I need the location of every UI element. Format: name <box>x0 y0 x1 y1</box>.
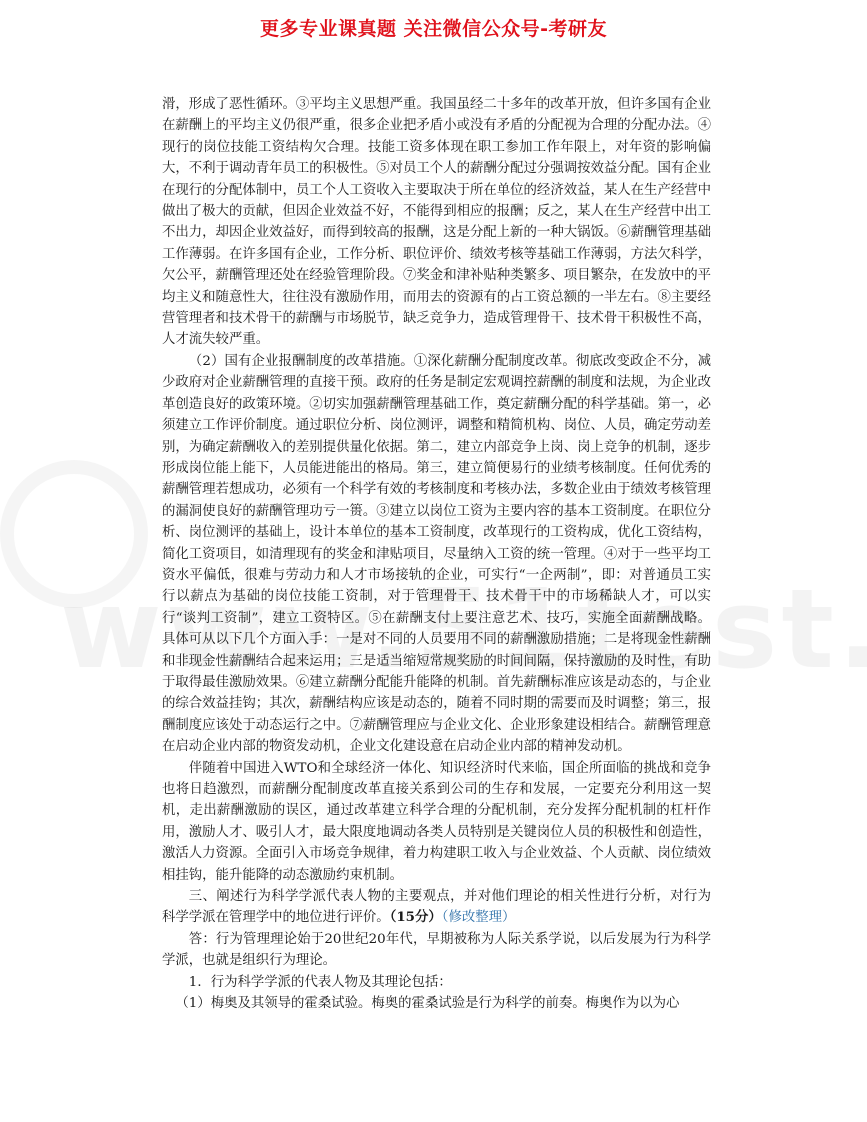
question-three <box>162 886 711 929</box>
revision-note-link[interactable]: （修改整理） <box>441 910 516 926</box>
question-text: 三、阐述行为科学学派代表人物的主要观点，并对他们理论的相关性进行分析，对行为科学学派在管理学中的地位进行评价。 <box>162 889 711 926</box>
answer-intro: 答：行为管理理论始于20世纪20年代，早期被称为人际关系学说，以后发展为行为科学学派，也就是组织行为理论。 <box>162 931 711 969</box>
watermark-logo <box>0 460 148 608</box>
question-score: （15分） <box>389 909 442 926</box>
paragraph-wto: 伴随着中国进入WTO和全球经济一体化、知识经济时代来临，国企所面临的挑战和竞争也将日趋激烈，而薪酬分配制度改革直接关系到公司的生存和发展，一定要充分利用这一契机，走出薪酬激励的误区，通过改革建立科学合理的分配机制，充分发挥分配机制的杠杆作用，激励人才、吸引人才，最大限度地调动各类人员特别是关键岗位人员的积极性和创造性，激活人力资源。全面引入市场竞争规律，着力构建职工收入与企业效益、个人贡献、岗位绩效相挂钩，能升能降的动态激励约束机制。 <box>162 760 712 883</box>
paragraph-reform-measures: （2）国有企业报酬制度的改革措施。①深化薪酬分配制度改革。彻底改变政企不分，减少政府对企业薪酬管理的直接干预。政府的任务是制定宏观调控薪酬的制度和法规，为企业改革创造良好的政策环境。②切实加强薪酬管理基础工作，奠定薪酬分配的科学基础。第一，必须建立工作评价制度。通过职位分析、岗位测评，调整和精简机构、岗位、人员，确定劳动差别，为确定薪酬收入的差别提供量化依据。第二，建立内部竞争上岗、岗上竞争的机制，逐步形成岗位能上能下，人员能进能出的格局。第三，建立简便易行的业绩考核制度。任何优秀的薪酬管理若想成功，必须有一个科学有效的考核制度和考核办法，多数企业由于绩效考核管理的漏洞使良好的薪酬管理功亏一篑。③建立以岗位工资为主要内容的基本工资制度。在职位分析、岗位测评的基础上，设计本单位的基本工资制度，改革现行的工资构成，优化工资结构，简化工资项目，如清理现有的奖金和津贴项目，尽量纳入工资的统一管理。④对于一些平均工资水平偏低，很难与劳动力和人才市场接轨的企业，可实行“一企两制”，即：对普通员工实行以薪点为基础的岗位技能工资制，对于管理骨干、技术骨干中的市场稀缺人才，可以实行“谈判工资制”，建立工资特区。⑤在薪酬支付上要注意艺术、技巧，实施全面薪酬战略。具体可从以下几个方面入手：一是对不同的人员要用不同的薪酬激励措施；二是将现金性薪酬和非现金性薪酬结合起来运用；三是适当缩短常规奖励的时间间隔，保持激励的及时性，有助于取得最佳激励效果。⑥建立薪酬分配能升能降的机制。首先薪酬标准应该是动态的，与企业的综合效益挂钩；其次，薪酬结构应该是动态的，随着不同时期的需要而及时调整；第三，报酬制度应该处于动态运行之中。⑦薪酬管理应与企业文化、企业形象建设相结合。薪酬管理意在启动企业内部的物资发动机，企业文化建设意在启动企业内部的精神发动机。 <box>162 353 712 755</box>
answer-item-1: 1．行为科学学派的代表人物及其理论包括： <box>188 974 452 990</box>
answer-item-1-1: （1）梅奥及其领导的霍桑试验。梅奥的霍桑试验是行为科学的前奏。梅奥作为以为心 <box>175 996 680 1012</box>
page-header-banner: 更多专业课真题 关注微信公众号-考研友 <box>259 18 607 40</box>
paragraph-continued: 滑，形成了恶性循环。③平均主义思想严重。我国虽经二十多年的改革开放，但许多国有企业在薪酬上的平均主义仍很严重，很多企业把矛盾小或没有矛盾的分配视为合理的分配办法。④现行的岗位技能工资结构欠合理。技能工资多体现在职工参加工作年限上，对年资的影响偏大，不利于调动青年员工的积极性。⑤对员工个人的薪酬分配过分强调按效益分配。国有企业在现行的分配体制中，员工个人工资收入主要取决于所在单位的经济效益，某人在生产经营中做出了极大的贡献，但因企业效益不好，不能得到相应的报酬；反之，某人在生产经营中出工不出力，却因企业效益好，而得到较高的报酬，这是分配上新的一种大锅饭。⑥薪酬管理基础工作薄弱。在许多国有企业，工作分析、职位评价、绩效考核等基础工作薄弱，方法欠科学，欠公平，薪酬管理还处在经验管理阶段。⑦奖金和津补贴种类繁多、项目繁杂，在发放中的平均主义和随意性大，往往没有激励作用，而用去的资源有的占工资总额的一半左右。⑧主要经营管理者和技术骨干的薪酬与市场脱节，缺乏竞争力，造成管理骨干、技术骨干积极性不高，人才流失较严重。 <box>162 97 712 348</box>
document-body <box>162 94 711 1014</box>
